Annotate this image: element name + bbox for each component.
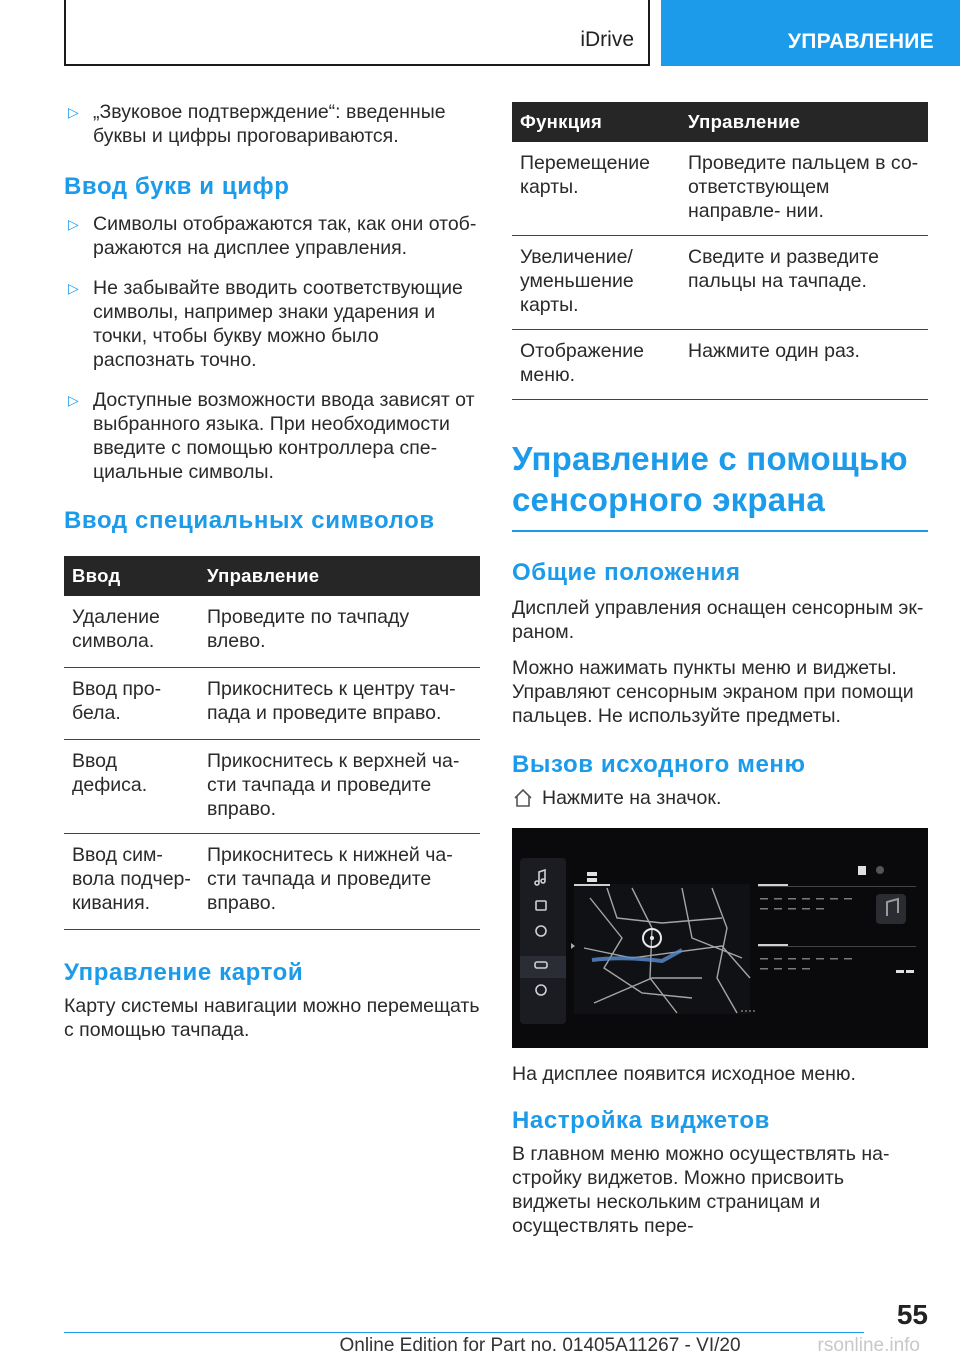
list-item-text: Доступные возможности ввода зависят от выбранного языка. При необходимости введите с помощью контроллера спе‐ циальные символы. [93,389,475,483]
left-column [64,100,480,1042]
header-section-title: iDrive [580,28,634,51]
intro-bullet [64,100,480,148]
heading-widgets: Настройка виджетов [512,1107,771,1134]
heading-general: Общие положения [512,559,741,586]
table-header-cell: Ввод [64,556,199,596]
list-item [64,276,480,372]
table-row [64,668,480,740]
footer-watermark: rsonline.info [817,1335,920,1356]
table-row [512,236,928,330]
home-icon [512,787,534,815]
table-row [64,596,480,668]
heading-map-control: Управление картой [64,959,304,986]
table-cell: Проведите по тачпаду влево. [199,596,480,668]
header-section-box [64,0,650,66]
general-text-1: Дисплей управления оснащен сенсорным эк‐ раном. [512,597,924,643]
map-control-text: Карту системы навигации можно перемещать с помощью тачпада. [64,995,480,1041]
heading-touchscreen: Управление с помощью сенсорного экрана [512,440,908,518]
table-header-row [64,556,480,596]
heading-letters-digits: Ввод букв и цифр [64,173,290,200]
section-divider [512,530,928,532]
table-row [512,330,928,400]
table-header-row [512,102,928,142]
footer-edition: Online Edition for Part no. 01405A11267 - VI/20 [339,1335,741,1356]
right-column [512,102,928,1238]
home-result-text: На дисплее появится исходное меню. [512,1063,856,1085]
table-cell: Удаление символа. [64,596,199,668]
table-header-cell: Управление [680,102,928,142]
footer-divider [64,1332,864,1333]
page-number: 55 [896,1299,928,1330]
home-instruction-text: Нажмите на значок. [542,787,722,809]
table-cell: Увеличение/ уменьшение карты. [512,236,680,330]
triangle-bullet-icon: ▷ [68,280,79,296]
table-cell: Перемещение карты. [512,142,680,236]
list-item-text: Не забывайте вводить соответствующие символы, например знаки ударения и точки, чтобы букву можно было распознать точно. [93,277,463,371]
table-cell: Нажмите один раз. [680,330,928,400]
list-item [64,388,480,484]
table-header-cell: Управление [199,556,480,596]
home-instruction [512,786,928,810]
triangle-bullet-icon: ▷ [68,104,79,120]
table-cell: Ввод про‐ бела. [64,668,199,740]
table-cell: Прикоснитесь к центру тач‐ пада и проведите вправо. [199,668,480,740]
table-row [64,740,480,834]
list-item-text: Символы отображаются так, как они отоб‐ ражаются на дисплее управления. [93,213,477,259]
triangle-bullet-icon: ▷ [68,216,79,232]
map-functions-table [512,102,928,400]
idrive-home-screen-image [512,828,928,1048]
widgets-text: В главном меню можно осуществлять на‐ стройку виджетов. Можно присвоить виджеты нескольким страницам и осуществлять пере‐ [512,1143,890,1237]
intro-bullet-text: „Звуковое подтверждение“: введенные буквы и цифры проговариваются. [93,101,446,147]
table-cell: Отображение меню. [512,330,680,400]
heading-home-menu: Вызов исходного меню [512,751,806,778]
table-cell: Проведите пальцем в со‐ ответствующем направле‐ нии. [680,142,928,236]
table-header-cell: Функция [512,102,680,142]
header-chapter-tab [661,0,960,66]
special-symbols-table [64,556,480,930]
table-cell: Прикоснитесь к верхней ча‐ сти тачпада и проведите вправо. [199,740,480,834]
general-text-2: Можно нажимать пункты меню и виджеты. Управляют сенсорным экраном при помощи пальцев. Не используйте предметы. [512,657,914,727]
table-row [64,834,480,930]
header-chapter-title: УПРАВЛЕНИЕ [787,30,934,53]
heading-special-symbols: Ввод специальных символов [64,507,435,534]
table-cell: Ввод дефиса. [64,740,199,834]
table-cell: Прикоснитесь к нижней ча‐ сти тачпада и проведите вправо. [199,834,480,930]
list-item [64,212,480,260]
triangle-bullet-icon: ▷ [68,392,79,408]
table-cell: Сведите и разведите пальцы на тачпаде. [680,236,928,330]
table-cell: Ввод сим‐ вола подчер‐ кивания. [64,834,199,930]
table-row [512,142,928,236]
